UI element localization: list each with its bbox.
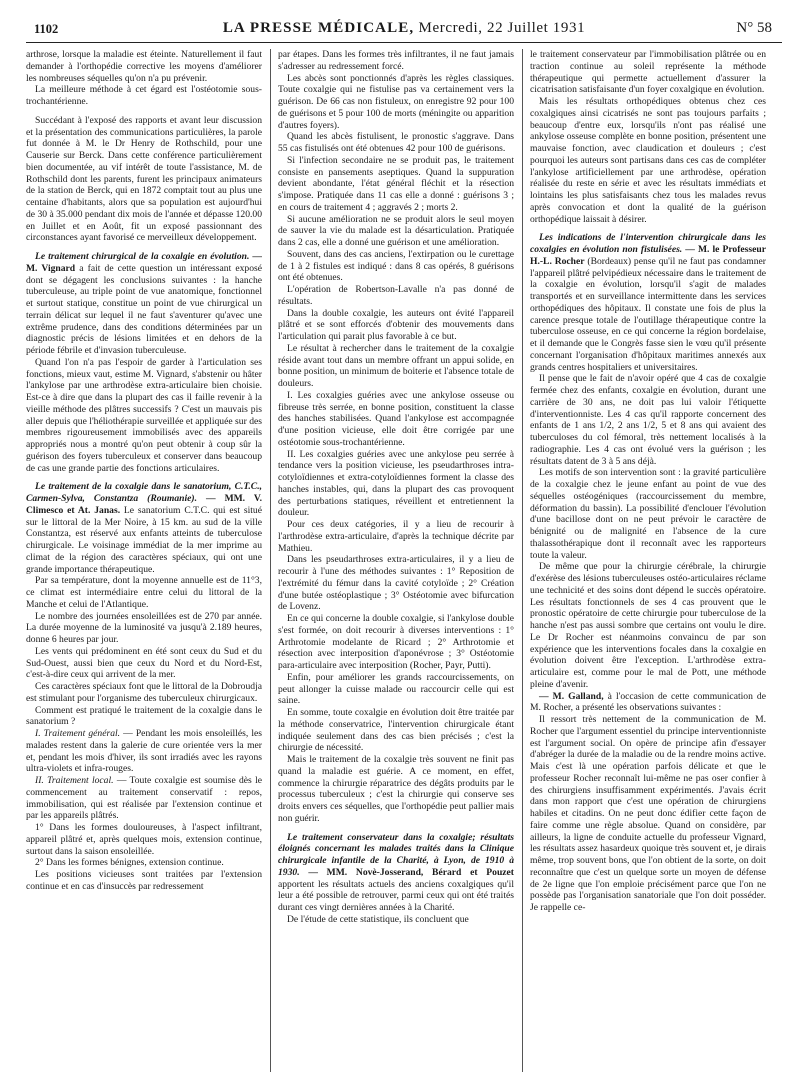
section-heading-rocher (530, 232, 766, 373)
paragraph: Mais le traitement de la coxalgie très souvent ne finit pas quand la maladie est guérie. A ce moment, en effet, commence la chirurgie réparatrice des dégâts produits par le processus tuberculeux ; c'est la chirurgie qui conserve ses droits envers ces séquelles, que l'orthopédie peut pallier mais non guérir. (278, 754, 514, 824)
column-1 (26, 49, 262, 1072)
paragraph: Succédant à l'exposé des rapports et avant leur discussion et la présentation des communications particulières, la parole fut donnée à M. le Dr Henry de Rothschild, pour une Causerie sur Berck. Dans cette conférence particulièrement bien documentée, au vif intérêt de toute l'assistance, M. de Rothschild dont les parents, furent les principaux animateurs de la station de Berck, qui en 1872 comptait tout au plus une centaine d'habitants, alors que sa population est aujourd'hui de 30 à 35.000 pendant dix mois de l'année et dépasse 120.00 en Juillet et en Août, fit un exposé passionnant des circonstances ayant favorisé ce merveilleux développement. (26, 114, 262, 244)
heading-text: à l'occasion de cette communication de M. Rocher, a présenté les observations suivantes : (530, 690, 766, 714)
heading-title: Le traitement de la coxalgie dans le sanatorium, C.T.C., Carmen-Sylva, Constantza (Roumanie). (26, 481, 262, 504)
paragraph: 2° Dans les formes bénignes, extension continue. (35, 857, 224, 869)
paragraph: 1° Dans les formes douloureuses, à l'aspect infiltrant, appareil plâtré et, après quelques mois, extension continue, surtout dans la saison ensoleillée. (26, 822, 262, 857)
section-heading-galland (530, 691, 766, 715)
paragraph: Dans la double coxalgie, les auteurs ont évité l'appareil plâtré et se sont efforcés d'obtenir des mouvements dans l'articulation qui parait plus favorable à ce but. (278, 307, 514, 342)
paragraph: Comment est pratiqué le traitement de la coxalgie dans le sanatorium ? (26, 704, 262, 728)
paragraph: De même que pour la chirurgie cérébrale, la chirurgie d'exérèse des lésions tuberculeuses ostéo-articulaires réclame une technicité et des soins dont dépend le succès opératoire. Les résultats fonctionnels de ses 4 cas prouvent que le pronostic opératoire de cette chirurgie pour tuberculose de la hanche n'est pas aussi sombre que certains ont voulu le dire. Le Dr Rocher est néanmoins convaincu de par son expérience que les interventions focales dans la coxalgie en évolution doivent être l'exception. L'arthrodèse extra-articulaire est, comme pour le mal de Pott, une méthode pleine d'avenir. (530, 561, 766, 690)
heading-author: — M. Galland, (539, 690, 604, 702)
article-columns (26, 49, 782, 1072)
paragraph: Mais les résultats orthopédiques obtenus chez ces coxalgiques ainsi cicatrisés ne sont pas toujours parfaits ; beaucoup d'entre eux, lorsqu'ils n'ont pas réalisé une ankylose osseuse complète en bonne position, présentent une mauvaise fonction, avec claudication et douleurs ; c'est pourquoi les auteurs sont partisans dans ces cas de compléter l'ankylose artificiellement par une arthrodèse, opération réalisée du reste en série et avec les résultats immédiats et lointains les plus satisfaisants chez tous les malades revus après convocation et dont la qualité de la guérison orthopédique laissait à désirer. (530, 96, 766, 225)
paragraph: L'opération de Robertson-Lavalle n'a pas donné de résultats. (278, 284, 514, 307)
paragraph: Par sa température, dont la moyenne annuelle est de 11°3, ce climat est intermédiaire entre celui du littoral de la Manche et celui de l'Atlantique. (26, 575, 262, 610)
subheading: II. Traitement local. (35, 775, 114, 786)
column-divider (270, 49, 271, 1072)
heading-author: — M. le Professeur H.-L. Rocher (530, 244, 766, 267)
paragraph: Les motifs de son intervention sont : la gravité particulière de la coxalgie chez le jeune enfant au point de vue des séquelles ostéogéniques (raccourcissement du membre, déformation du bassin). La possibilité d'enclouer l'évolution d'une bacillose dont on ne peut prévoir le caractère de bénignité ou de malignité en l'absence de la cure thalassothérapique dont il reconnaît avec les rapporteurs toute la valeur. (530, 467, 766, 561)
paragraph: Ces caractères spéciaux font que le littoral de la Dobroudja est stimulant pour l'organisme des tuberculeux chirurgicaux. (26, 681, 262, 704)
paragraph: La meilleure méthode à cet égard est l'ostéotomie sous-trochantérienne. (26, 84, 262, 107)
paragraph: I. Les coxalgies guéries avec une ankylose osseuse ou fibreuse très serrée, en bonne position, constituent la classe des hanches stabilisées. Quand l'ankylose est accompagnée d'une position vicieuse, elle doit être corrigée par une ostéotomie sous-trochantérienne. (278, 389, 514, 448)
heading-text: a fait de cette question un intéressant exposé dont se dégagent les conclusions suivantes : la hanche tuberculeuse, au triple point de vue anatomique, fonctionnel et surtout statique, constitue un point de vue chirurgical un terrain délicat sur lequel il ne faut s'aventurer qu'avec une extrême prudence, dans des conditions déterminées par un diagnostic précis de lésions limitées et en dehors de la période fébrile et d'invasion tuberculeuse. (26, 262, 262, 356)
paragraph: Les positions vicieuses sont traitées par l'extension continue et en cas d'insuccès par redressement (26, 869, 262, 892)
newspaper-page (26, 12, 782, 1072)
paragraph: En ce qui concerne la double coxalgie, si l'ankylose double s'est formée, on doit recourir à diverses interventions : 1° Arthrotomie modelante de Ricard ; 2° Arthrotomie et résection avec interposition d'aponévrose ; 3° Ostéotomie para-articulaire avec interposition (Rocher, Payr, Putti). (278, 613, 514, 671)
section-heading-vignard (26, 251, 262, 357)
paragraph: par étapes. Dans les formes très infiltrantes, il ne faut jamais s'adresser au redressement forcé. (278, 49, 514, 72)
paragraph: Quand l'on n'a pas l'espoir de garder à l'articulation ses fonctions, mieux vaut, estime M. Vignard, s'abstenir ou hâter l'ankylose par une arthrodèse extra-articulaire bien choisie. Est-ce à dire que dans la plupart des cas il faille revenir à la vieille méthode des plâtres successifs ? C'est un mauvais pis aller depuis que l'héliothérapie surveillée et appliquée sur des membres rigoureusement immobilisés avec des appareils appropriés nous a montré qu'on peut obtenir à coup sûr la guérison des foyers tuberculeux et conserver dans beaucoup de cas une grande partie des fonctions articulaires. (26, 356, 262, 474)
heading-title: Le traitement conservateur dans la coxalgie; résultats éloignés concernant les malades traités dans la Clinique chirurgicale infantile de la Charité, à Lyon, de 1910 à 1930. (278, 831, 514, 878)
paragraph: Dans les pseudarthroses extra-articulaires, il y a lieu de recourir à l'une des méthodes suivantes : 1° Reposition de l'extrémité du fémur dans la cavité cotyloïde ; 2° Création d'une butée ostéoplastique ; 3° Ostéotomie avec bifurcation de Lovenz. (278, 554, 514, 613)
heading-text: (Bordeaux) pense qu'il ne faut pas condamner l'appareil plâtré pelvipédieux nécessaire dans le traitement de la coxalgie en évolution, lorsqu'il s'agit de malades transportés et en surveillance intermittente dans les services orthopédiques des hôpitaux. Il constate une fois de plus la carence presque totale de l'outillage thérapeutique contre la tuberculose osseuse, en ce qui concerne la région bordelaise, et il demande que le Congrès fasse sien le vœu qu'il présente concernant l'organisation d'hôpitaux maritimes annexés aux grands centres hospitaliers et universitaires. (530, 255, 766, 373)
heading-text: Le sanatorium C.T.C. qui est situé sur le littoral de la Mer Noire, à 15 km. au sud de la ville Constantza, est réservé aux enfants atteints de tuberculose chirurgicale. Le voisinage immédiat de la mer imprime au climat de la région des caractères spéciaux, qui ont une grande importance thérapeutique. (26, 504, 262, 575)
paper-title: LA PRESSE MÉDICALE, (222, 20, 415, 36)
paragraph: Souvent, dans des cas anciens, l'extirpation ou le curettage de 1 à 2 fistules est indiqué : dans 8 cas opérés, 8 guérisons ont été obtenues. (278, 248, 514, 284)
paragraph: En somme, toute coxalgie en évolution doit être traitée par la méthode conservatrice, l'intervention chirurgicale étant indiquée seulement dans des cas bien précisés ; c'est la chirurgie de nécessité. (278, 707, 514, 754)
paragraph: Il ressort très nettement de la communication de M. Rocher que l'argument essentiel du principe interventionniste est l'argument social. On opère de principe afin d'essayer d'abréger la durée de la maladie ou de la rendre moins active. Mais c'est là une opération parfois délicate et que le professeur Rocher reconnaît lui-même ne pas oser confier à des chirurgiens insuffisamment expérimentés. J'avais écrit dans mon rapport que c'est une opération de chirurgiens habiles et citadins. On ne peut donc édifier cette façon de faire comme une règle absolue. Quand on considère, par ailleurs, la ligne de conduite actuelle du professeur Vignard, les résultats assez hasardeux quoique très souvent et, je dirais même, trop souvent bons, que l'on obtient de la sorte, on doit reconnaître que c'est un quelque sorte un moyen de défense de 2e ligne que l'on emploie précisément parce que l'on ne possède pas l'organisation sanatoriale que l'on doit posséder. Je rappelle ce- (530, 714, 766, 913)
paragraph: Les abcès sont ponctionnés d'après les règles classiques. Toute coxalgie qui ne fistulise pas va certainement vers la guérison. De 66 cas non fistuleux, on enregistre 92 pour 100 de guérisons et 5 pour 100 de morts (méningite ou apparition d'autres foyers). (278, 72, 514, 131)
paragraph: De l'étude de cette statistique, ils concluent que (287, 913, 469, 925)
paragraph: Quand les abcès fistulisent, le pronostic s'aggrave. Dans 55 cas fistulisés ont été obtenues 42 pour 100 de guérisons. (278, 131, 514, 154)
section-heading-nove-josserand (278, 832, 514, 914)
paragraph: le traitement conservateur par l'immobilisation plâtrée ou en traction continue au soleil représente la méthode thérapeutique qui permette actuellement d'assurer la cicatrisation satisfaisante d'un foyer coxalgique en évolution. (530, 49, 766, 96)
paragraph: Enfin, pour améliorer les grands raccourcissements, on peut allonger la cuisse malade ou raccourcir celle qui est saine. (278, 671, 514, 707)
paragraph: Le résultat à rechercher dans le traitement de la coxalgie réside avant tout dans un membre offrant un appui solide, en bonne position, un minimum de boiterie et l'absence totale de douleurs. (278, 342, 514, 389)
heading-title: Les indications de l'intervention chirurgicale dans les coxalgies en évolution non fistulisées. (530, 232, 766, 255)
paragraph: II. Les coxalgies guéries avec une ankylose peu serrée à tendance vers la position vicieuse, les pseudarthroses intra-cotyloïdiennes et extra-cotyloïdiennes forment la classe des hanches instables, qui, dans la plupart des cas provoquent des perturbations statiques, réveillent et entretiennent la douleur. (278, 448, 514, 519)
section-heading-climesco (26, 481, 262, 575)
heading-text: apportent les résultats actuels des anciens coxalgiques qu'il leur a été possible de retrouver, parmi ceux qui ont été traités durant ces vingt dernières années à la Charité. (278, 878, 514, 913)
page-number: 1102 (34, 22, 59, 36)
heading-author: — MM. V. Climesco et At. Janas. (26, 493, 262, 516)
heading-author: — MM. Novè-Josserand, Bérard et Pouzet (299, 866, 514, 878)
paragraph: Si l'infection secondaire ne se produit pas, le traitement consiste en pansements aseptiques. Quand la suppuration devient abondante, l'état général fléchit et la résection s'impose. Pratiquée dans 11 cas elle a donné : guérisons 3 ; en cours de traitement 4 ; aggravés 2 ; morts 2. (278, 154, 514, 213)
issue-number: N° 58 (736, 20, 772, 36)
paragraph-text: — Pendant les mois ensoleillés, les malades restent dans la galerie de cure orientée vers la mer et, pendant les mois d'hiver, ils sont irradiés avec les rayons ultra-violets et infra-rouges. (26, 728, 262, 775)
column-divider (522, 49, 523, 1072)
paragraph: arthrose, lorsque la maladie est éteinte. Naturellement il faut demander à l'orthopédie corrective les moyens d'améliorer les nombreuses séquelles qu'on n'a pu prévenir. (26, 49, 262, 84)
paragraph: Les vents qui prédominent en été sont ceux du Sud et du Sud-Ouest, aussi bien que ceux du Nord et du Nord-Est, c'est-à-dire ceux qui arrivent de la mer. (26, 645, 262, 681)
subheading: I. Traitement général. (35, 728, 121, 739)
paragraph-text: — Toute coxalgie est soumise dès le commencement au traitement conservatif : repos, immobilisation, qui est réalisée par l'extension continue et par les appareils plâtrés. (26, 775, 262, 822)
paragraph (26, 775, 262, 822)
paragraph (26, 728, 262, 775)
heading-author: — M. Vignard (26, 251, 262, 274)
masthead (26, 20, 782, 37)
column-3 (530, 49, 766, 1072)
paragraph: Il pense que le fait de n'avoir opéré que 4 cas de coxalgie fermée chez des enfants, coxalgie en évolution, durant une carrière de 30 ans, ne doit pas lui valoir l'étiquette d'interventionniste. Les 4 cas qu'il rapporte concernent des enfants de 1 ans 1/2, 2 ans 1/2, 5 et 8 ans qui avaient des tuberculoses du col fémoral, très nettement localisés à la radiographie. Les 4 cas ont évolué vers la guérison ; les résultats datent de 3 à 5 ans déjà. (530, 373, 766, 467)
column-2 (278, 49, 514, 1072)
paragraph: Pour ces deux catégories, il y a lieu de recourir à l'arthrodèse extra-articulaire, d'après la technique décrite par Mathieu. (278, 519, 514, 554)
heading-title: Le traitement chirurgical de la coxalgie en évolution. (35, 251, 250, 262)
issue-date: Mercredi, 22 Juillet 1931 (418, 20, 586, 36)
paragraph: Le nombre des journées ensoleillées est de 270 par année. La durée moyenne de la luminosité va jusqu'à 2.189 heures, donne 6 heures par jour. (26, 610, 262, 645)
paragraph: Si aucune amélioration ne se produit alors le seul moyen de sauver la vie du malade est la désarticulation. Pratiquée dans 2 cas, elle a donné une guérison et une amélioration. (278, 213, 514, 248)
page-header (26, 12, 782, 43)
